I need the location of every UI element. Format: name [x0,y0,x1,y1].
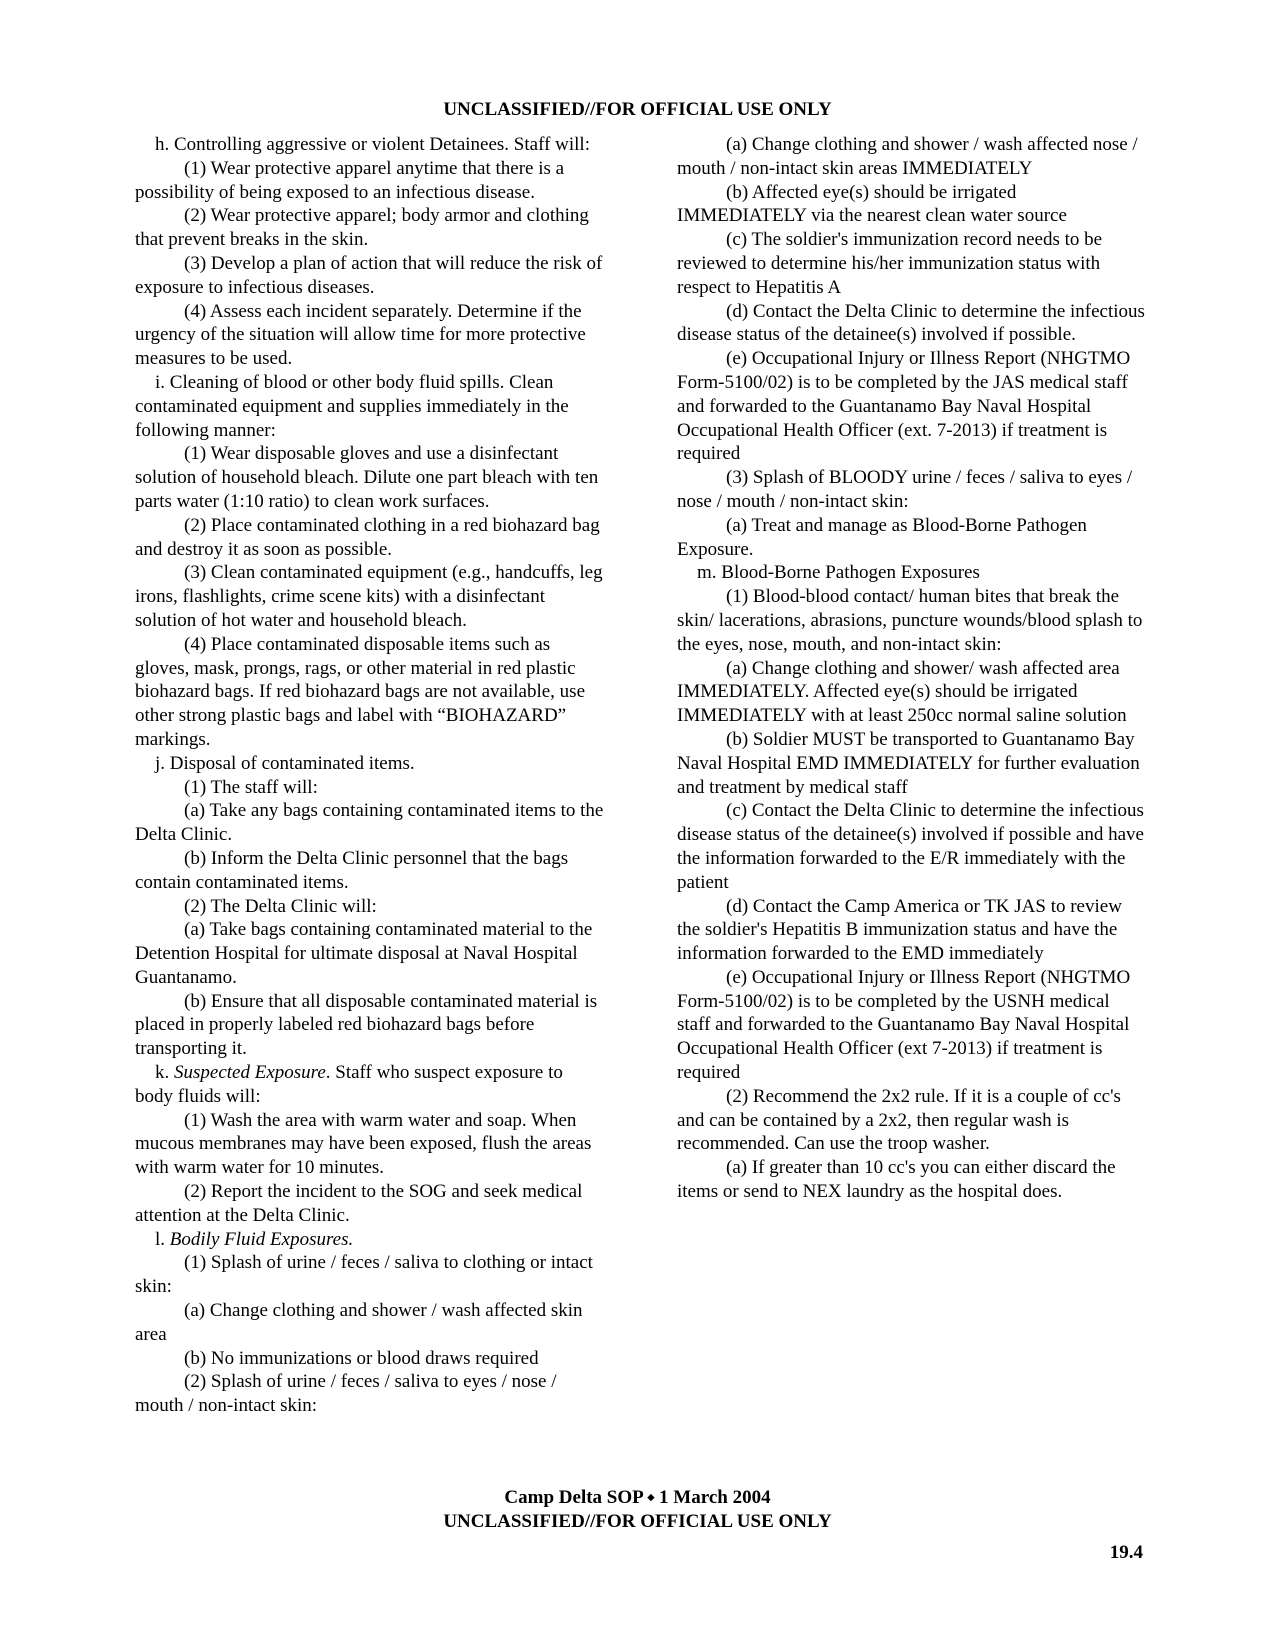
paragraph: (2) Report the incident to the SOG and seek medical attention at the Delta Clinic. [135,1181,583,1226]
paragraph: (2) Splash of urine / feces / saliva to eyes / nose / mouth / non-intact skin: [135,1371,557,1417]
paragraph: (1) Splash of urine / feces / saliva to clothing or intact skin: [135,1252,593,1298]
paragraph: (4) Assess each incident separately. Determine if the urgency of the situation will allow time for more protective measures to be used. [135,300,586,370]
paragraph: (3) Splash of BLOODY urine / feces / saliva to eyes / nose / mouth / non-intact skin: [677,467,1133,512]
left-column [135,133,605,1418]
paragraph [135,1061,605,1109]
paragraph-prefix: l. [155,1228,170,1250]
paragraph: (e) Occupational Injury or Illness Report (NHGTMO Form-5100/02) is to be completed by the USNH medical staff and forwarded to the Guantanamo Bay Naval Hospital Occupational Health Officer (ext 7-2013) if treatment is required [677,966,1131,1084]
paragraph-text: . Staff who suspect exposure to body fluids will: [135,1062,563,1107]
paragraph: (4) Place contaminated disposable items such as gloves, mask, prongs, rags, or other material in red plastic biohazard bags. If red biohazard bags are not available, use other strong plastic bags and label with “BIOHAZARD” markings. [135,633,585,750]
paragraph: (1) Wear protective apparel anytime that there is a possibility of being exposed to an infectious disease. [135,157,565,203]
paragraph: (d) Contact the Camp America or TK JAS to review the soldier's Hepatitis B immunization status and have the information forwarded to the EMD immediately [677,895,1122,965]
paragraph: (a) Take any bags containing contaminated items to the Delta Clinic. [135,800,604,846]
paragraph: (2) Recommend the 2x2 rule. If it is a couple of cc's and can be contained by a 2x2, then regular wash is recommended. Can use the troop washer. [677,1085,1121,1155]
right-column [677,133,1147,1204]
footer-title: Camp Delta SOP ⬩ 1 March 2004 [504,1487,771,1508]
paragraph: (a) Change clothing and shower / wash affected skin area [135,1300,583,1345]
paragraph: h. Controlling aggressive or violent Detainees. Staff will: [155,134,590,155]
paragraph: (b) No immunizations or blood draws required [184,1347,539,1369]
paragraph: (b) Affected eye(s) should be irrigated IMMEDIATELY via the nearest clean water source [677,181,1067,227]
paragraph: (a) If greater than 10 cc's you can either discard the items or send to NEX laundry as the hospital does. [677,1157,1116,1203]
paragraph: (c) Contact the Delta Clinic to determine the infectious disease status of the detainee(s) involved if possible and have the information forwarded to the E/R immediately with the patient [677,800,1144,893]
paragraph: (2) Wear protective apparel; body armor and clothing that prevent breaks in the skin. [135,205,589,251]
paragraph-heading: Suspected Exposure [174,1062,326,1084]
classification-header: UNCLASSIFIED//FOR OFFICIAL USE ONLY [443,99,832,120]
paragraph: (d) Contact the Delta Clinic to determine the infectious disease status of the detainee(s) involved if possible. [677,300,1145,346]
paragraph: (a) Take bags containing contaminated material to the Detention Hospital for ultimate disposal at Naval Hospital Guantanamo. [135,919,593,988]
footer-classification: UNCLASSIFIED//FOR OFFICIAL USE ONLY [443,1511,832,1532]
paragraph: (3) Develop a plan of action that will reduce the risk of exposure to infectious diseases. [135,252,603,298]
paragraph: (e) Occupational Injury or Illness Report (NHGTMO Form-5100/02) is to be completed by the JAS medical staff and forwarded to the Guantanamo Bay Naval Hospital Occupational Health Officer (ext. 7-2013) if treatment is required [677,348,1131,465]
paragraph: m. Blood-Borne Pathogen Exposures [697,562,980,584]
paragraph: (b) Soldier MUST be transported to Guantanamo Bay Naval Hospital EMD IMMEDIATELY for further evaluation and treatment by medical staff [677,728,1140,798]
paragraph: (2) Place contaminated clothing in a red biohazard bag and destroy it as soon as possible. [135,514,600,560]
paragraph [135,1228,605,1252]
paragraph: (1) The staff will: [184,776,318,798]
paragraph: (1) Wear disposable gloves and use a disinfectant solution of household bleach. Dilute one part bleach with ten parts water (1:10 ratio) to clean work surfaces. [135,443,599,512]
paragraph: (c) The soldier's immunization record needs to be reviewed to determine his/her immunization status with respect to Hepatitis A [677,229,1103,298]
paragraph: (1) Wash the area with warm water and soap. When mucous membranes may have been exposed, flush the areas with warm water for 10 minutes. [135,1109,592,1179]
paragraph: (a) Change clothing and shower/ wash affected area IMMEDIATELY. Affected eye(s) should be irrigated IMMEDIATELY with at least 250cc normal saline solution [677,657,1127,727]
paragraph: j. Disposal of contaminated items. [155,752,415,774]
paragraph: i. Cleaning of blood or other body fluid spills. Clean contaminated equipment and supplies immediately in the following manner: [135,371,569,441]
paragraph: (3) Clean contaminated equipment (e.g., handcuffs, leg irons, flashlights, crime scene kits) with a disinfectant solution of hot water and household bleach. [135,562,603,631]
paragraph: (a) Change clothing and shower / wash affected nose / mouth / non-intact skin areas IMMEDIATELY [677,134,1138,179]
paragraph: (b) Inform the Delta Clinic personnel that the bags contain contaminated items. [135,847,569,893]
paragraph-heading: Bodily Fluid Exposures. [169,1228,354,1250]
paragraph: (a) Treat and manage as Blood-Borne Pathogen Exposure. [677,514,1087,560]
page-footer [0,1486,1275,1534]
page-number: 19.4 [1109,1542,1143,1563]
paragraph-prefix: k. [155,1062,174,1084]
paragraph: (b) Ensure that all disposable contaminated material is placed in properly labeled red biohazard bags before transporting it. [135,990,598,1060]
paragraph: (1) Blood-blood contact/ human bites that break the skin/ lacerations, abrasions, puncture wounds/blood splash to the eyes, nose, mouth, and non-intact skin: [677,586,1143,655]
paragraph: (2) The Delta Clinic will: [184,895,377,917]
